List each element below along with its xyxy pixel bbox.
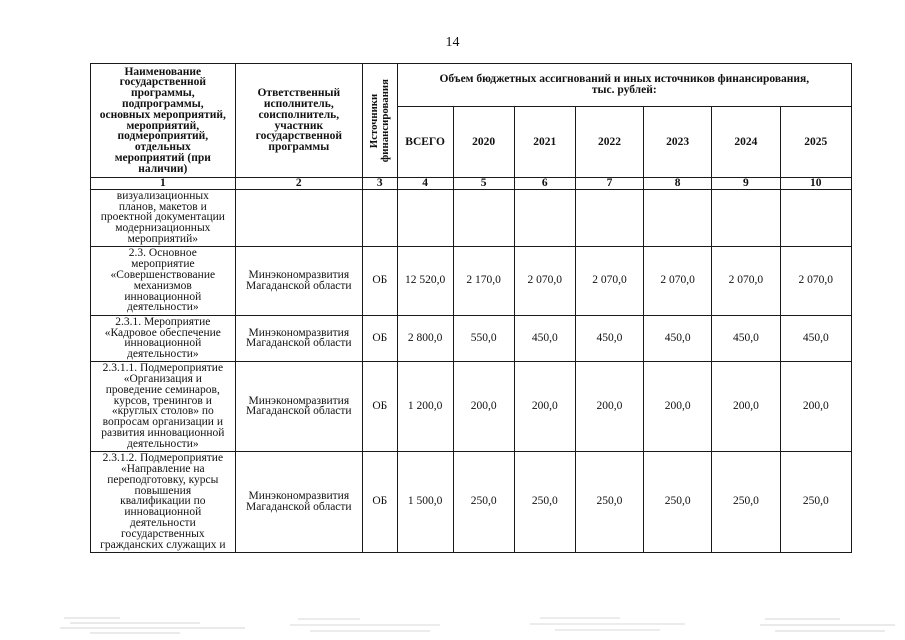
scan-artifact [530,610,690,638]
row-value: 200,0 [712,361,780,451]
header-year: 2021 [514,107,575,178]
row-responsible [235,189,362,246]
row-value: 450,0 [780,315,851,361]
row-value: 250,0 [453,451,514,552]
row-value: 2 070,0 [514,246,575,315]
column-number: 6 [514,178,575,190]
column-number: 5 [453,178,514,190]
row-total: 12 520,0 [397,246,453,315]
column-number: 8 [644,178,712,190]
scan-artifact [60,610,250,638]
table-row [91,451,852,552]
header-source-column [362,64,397,178]
row-value: 2 070,0 [712,246,780,315]
row-source: ОБ [362,451,397,552]
table-row [91,189,852,246]
row-value: 450,0 [514,315,575,361]
row-value: 450,0 [644,315,712,361]
header-year: 2024 [712,107,780,178]
row-value: 200,0 [780,361,851,451]
scan-artifact [290,610,450,638]
row-value: 250,0 [644,451,712,552]
row-value: 200,0 [575,361,643,451]
row-source [362,189,397,246]
row-value [514,189,575,246]
header-total: ВСЕГО [397,107,453,178]
row-responsible: Минэкономразвития Магаданской области [235,451,362,552]
row-value: 200,0 [453,361,514,451]
row-value: 250,0 [575,451,643,552]
header-year: 2020 [453,107,514,178]
row-total: 2 800,0 [397,315,453,361]
column-number: 4 [397,178,453,190]
row-value [644,189,712,246]
header-year: 2023 [644,107,712,178]
row-value: 250,0 [514,451,575,552]
table-row [91,315,852,361]
row-source: ОБ [362,361,397,451]
row-source: ОБ [362,315,397,361]
row-value: 2 070,0 [780,246,851,315]
row-value: 200,0 [644,361,712,451]
row-source: ОБ [362,246,397,315]
row-name: визуализационных планов, макетов и проектной документации модернизационных мероприятий» [91,189,236,246]
column-number: 2 [235,178,362,190]
header-year: 2025 [780,107,851,178]
header-year: 2022 [575,107,643,178]
column-number: 10 [780,178,851,190]
column-number: 7 [575,178,643,190]
row-name: 2.3. Основное мероприятие «Совершенствование механизмов инновационной деятельности» [91,246,236,315]
header-row-top [91,64,852,107]
header-responsible-column: Ответственный исполнитель, соисполнитель, участник государственной программы [235,64,362,178]
column-number: 9 [712,178,780,190]
row-value: 450,0 [712,315,780,361]
header-volume-title: Объем бюджетных ассигнований и иных источников финансирования, тыс. рублей: [397,64,851,107]
row-total [397,189,453,246]
header-name-column: Наименование государственной программы, подпрограммы, основных мероприятий, мероприятий, подмероприятий, отдельных мероприятий (при наличии) [91,64,236,178]
table-row [91,246,852,315]
row-responsible: Минэкономразвития Магаданской области [235,246,362,315]
row-value [453,189,514,246]
column-number: 1 [91,178,236,190]
table-row [91,361,852,451]
column-number-row [91,178,852,190]
row-name: 2.3.1. Мероприятие «Кадровое обеспечение инновационной деятельности» [91,315,236,361]
row-value [780,189,851,246]
row-responsible: Минэкономразвития Магаданской области [235,361,362,451]
row-value [712,189,780,246]
column-number: 3 [362,178,397,190]
scan-artifact [760,610,900,638]
row-value: 200,0 [514,361,575,451]
row-name: 2.3.1.1. Подмероприятие «Организация и проведение семинаров, курсов, тренингов и «круглых столов» по вопросам организации и развития инновационной деятельности» [91,361,236,451]
page-number: 14 [445,35,460,50]
row-value: 450,0 [575,315,643,361]
row-value: 2 070,0 [644,246,712,315]
row-value [575,189,643,246]
row-value: 250,0 [712,451,780,552]
row-value: 2 170,0 [453,246,514,315]
row-value: 2 070,0 [575,246,643,315]
row-value: 250,0 [780,451,851,552]
row-name: 2.3.1.2. Подмероприятие «Направление на переподготовку, курсы повышения квалификации по инновационной деятельности государственных гражданских служащих и [91,451,236,552]
header-source-label: Источники финансирования [367,78,391,163]
row-total: 1 200,0 [397,361,453,451]
budget-table [90,63,852,553]
row-responsible: Минэкономразвития Магаданской области [235,315,362,361]
row-total: 1 500,0 [397,451,453,552]
row-value: 550,0 [453,315,514,361]
